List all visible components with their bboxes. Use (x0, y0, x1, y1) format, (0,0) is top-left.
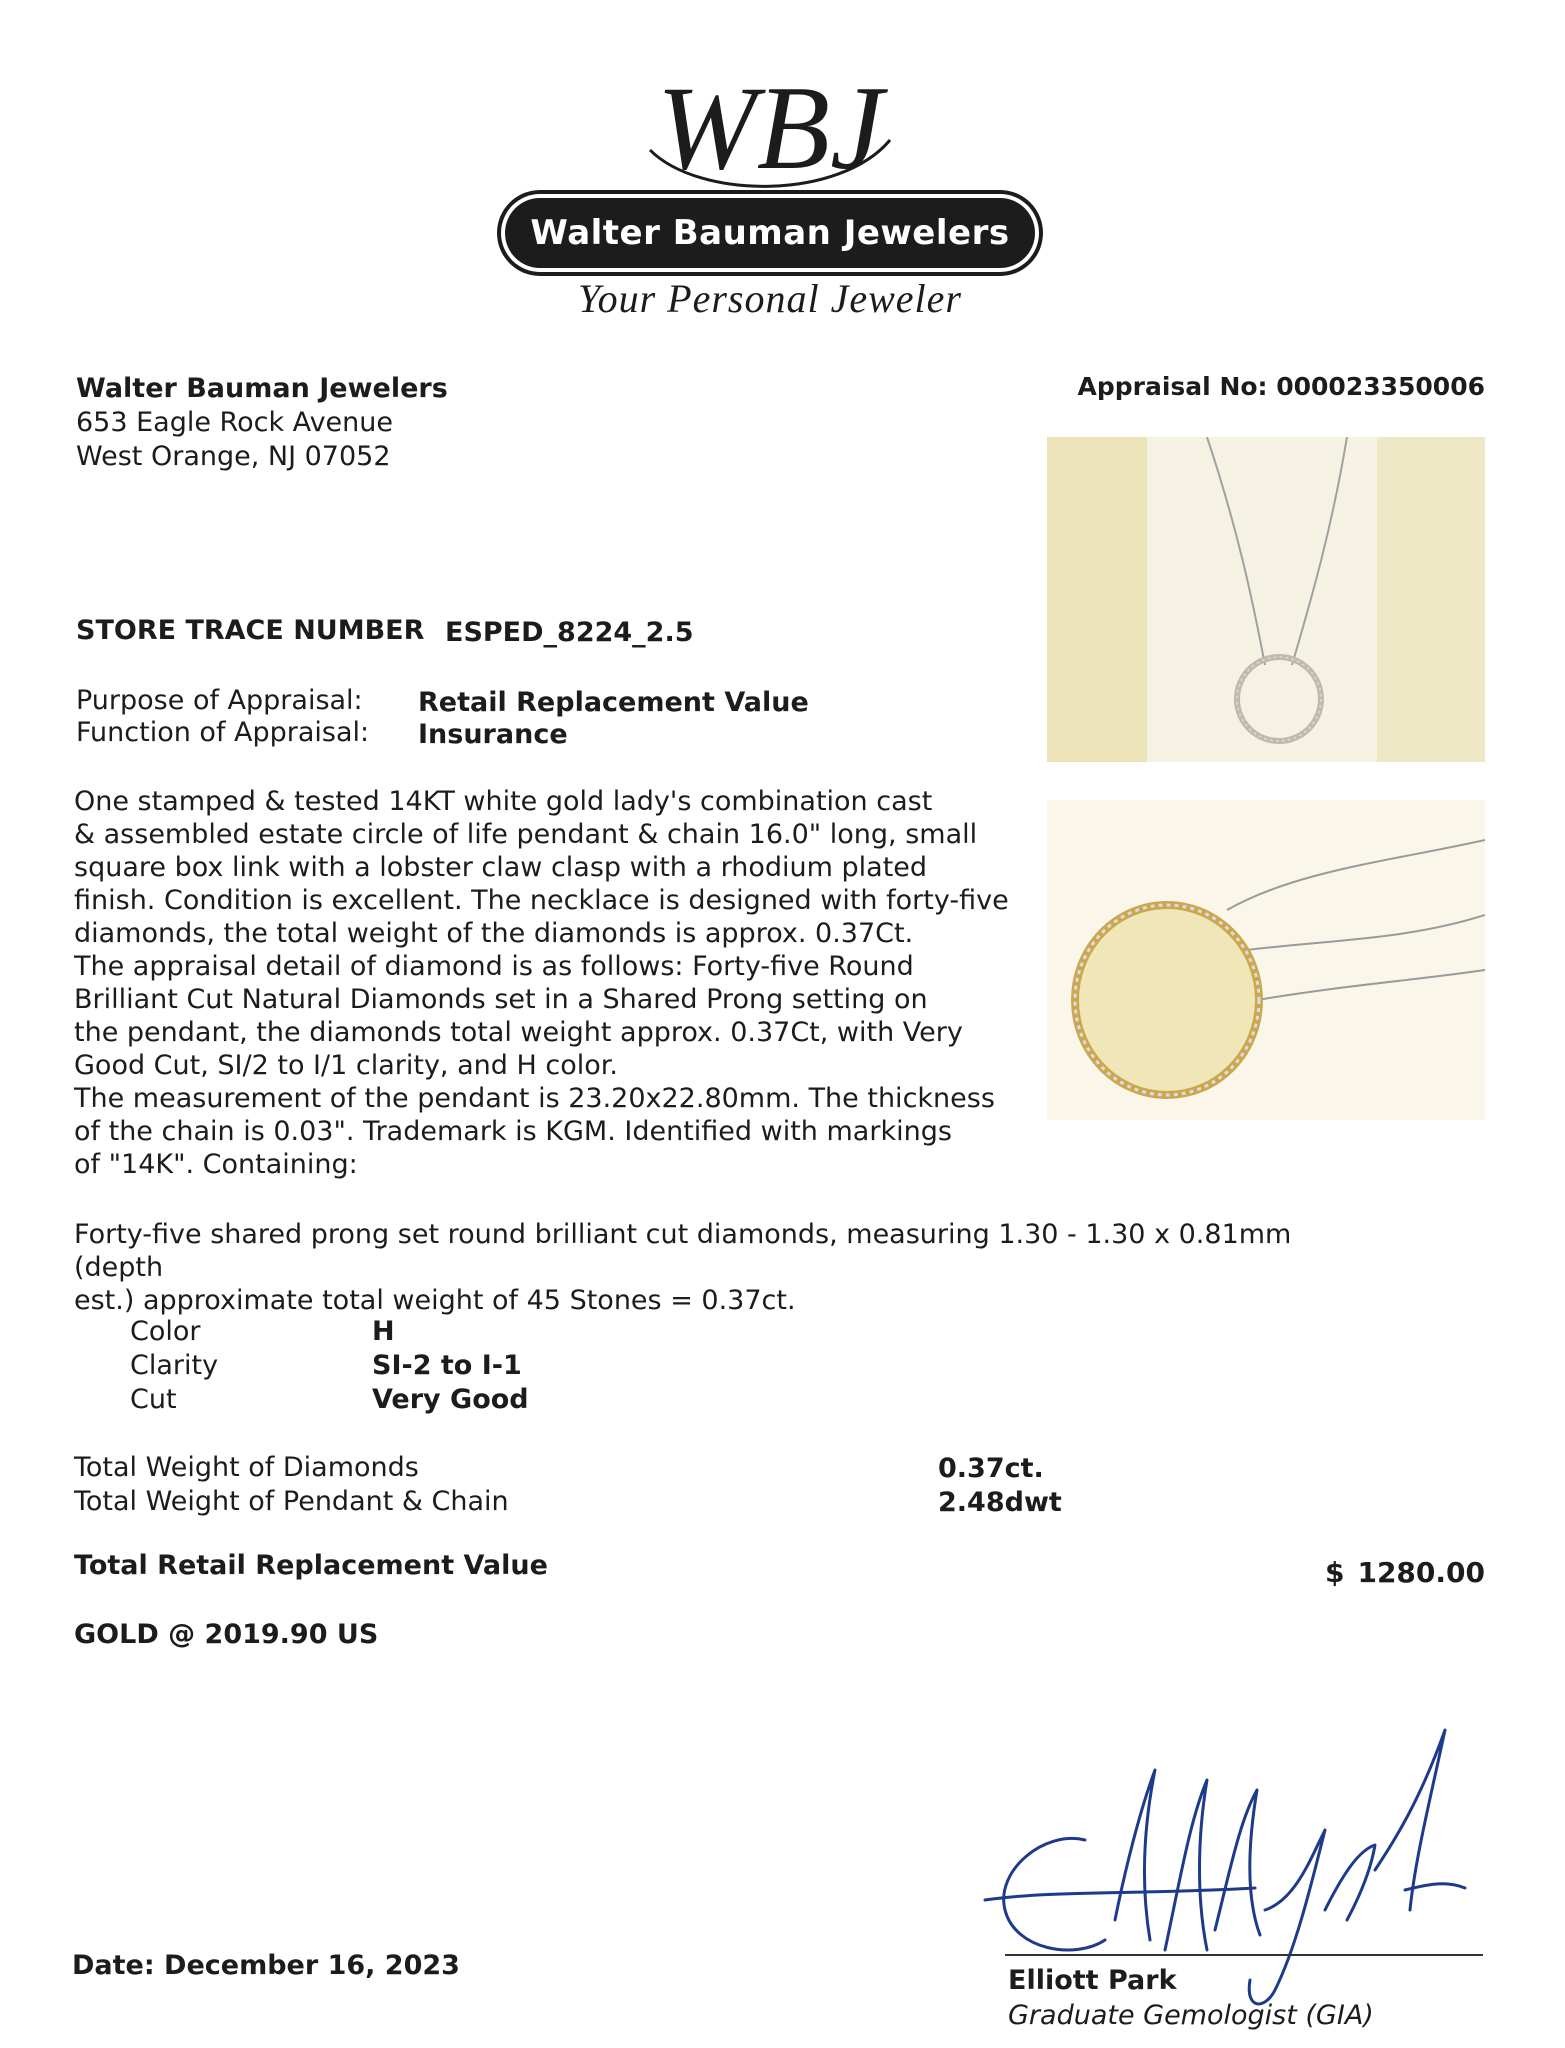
description-line: of "14K". Containing: (74, 1149, 358, 1180)
pendant-weight-value: 2.48dwt (938, 1487, 1062, 1518)
store-city: West Orange, NJ 07052 (76, 441, 391, 472)
purpose-value: Retail Replacement Value (418, 687, 809, 718)
company-logo-name: Walter Bauman Jewelers (530, 213, 1010, 253)
description-line: the pendant, the diamonds total weight approx. 0.37Ct, with Very (74, 1017, 963, 1048)
grade-clarity-label: Clarity (130, 1350, 219, 1381)
total-value-amount: 1280.00 (1357, 1556, 1485, 1589)
pendant-photo-hanging (1047, 437, 1485, 762)
stones-description (74, 1218, 1374, 1317)
description-line: Brilliant Cut Natural Diamonds set in a Shared Prong setting on (74, 984, 928, 1015)
company-logo-monogram (620, 50, 920, 210)
description-line: & assembled estate circle of life pendant & chain 16.0" long, small (74, 819, 978, 850)
pendant-photo-flat (1047, 800, 1485, 1120)
diamond-weight-label: Total Weight of Diamonds (74, 1452, 419, 1483)
currency-symbol: $ (1325, 1556, 1345, 1589)
appraisal-date: Date: December 16, 2023 (72, 1950, 460, 1981)
description-line: The measurement of the pendant is 23.20x22.80mm. The thickness (74, 1083, 995, 1114)
item-description (74, 785, 1034, 1181)
trace-number-label: STORE TRACE NUMBER (76, 615, 425, 646)
appraiser-name: Elliott Park (1008, 1965, 1177, 1996)
signature-line (1005, 1954, 1483, 1956)
description-line: diamonds, the total weight of the diamonds is approx. 0.37Ct. (74, 918, 914, 949)
diamond-weight-value: 0.37ct. (938, 1453, 1044, 1484)
function-label: Function of Appraisal: (76, 717, 370, 748)
trace-number-value: ESPED_8224_2.5 (445, 617, 694, 648)
company-tagline: Your Personal Jeweler (578, 276, 962, 321)
description-line: square box link with a lobster claw clasp with a rhodium plated (74, 852, 928, 883)
description-line: Good Cut, SI/2 to I/1 clarity, and H color. (74, 1050, 618, 1081)
description-line: One stamped & tested 14KT white gold lady's combination cast (74, 786, 933, 817)
stones-line: Forty-five shared prong set round brilliant cut diamonds, measuring 1.30 - 1.30 x 0.81mm (depth (74, 1219, 1292, 1283)
grade-color-label: Color (130, 1316, 201, 1347)
description-line: finish. Condition is excellent. The necklace is designed with forty-five (74, 885, 1009, 916)
grade-color-value: H (372, 1316, 395, 1347)
stones-line: est.) approximate total weight of 45 Stones = 0.37ct. (74, 1285, 796, 1316)
purpose-label: Purpose of Appraisal: (76, 685, 363, 716)
appraisal-number: Appraisal No: 000023350006 (1077, 372, 1485, 401)
gold-price: GOLD @ 2019.90 US (74, 1619, 379, 1650)
store-street: 653 Eagle Rock Avenue (76, 407, 393, 438)
appraiser-title: Graduate Gemologist (GIA) (1008, 2000, 1374, 2031)
monogram-text: WBJ (656, 61, 884, 194)
total-value-label: Total Retail Replacement Value (74, 1550, 548, 1581)
grade-clarity-value: SI-2 to I-1 (372, 1350, 522, 1381)
company-logo-banner (505, 198, 1035, 268)
description-line: The appraisal detail of diamond is as follows: Forty-five Round (74, 951, 914, 982)
description-line: of the chain is 0.03". Trademark is KGM. Identified with markings (74, 1116, 952, 1147)
grade-cut-label: Cut (130, 1384, 177, 1415)
pendant-weight-label: Total Weight of Pendant & Chain (74, 1486, 509, 1517)
grade-cut-value: Very Good (372, 1384, 529, 1415)
store-name: Walter Bauman Jewelers (76, 373, 448, 404)
function-value: Insurance (418, 719, 568, 750)
